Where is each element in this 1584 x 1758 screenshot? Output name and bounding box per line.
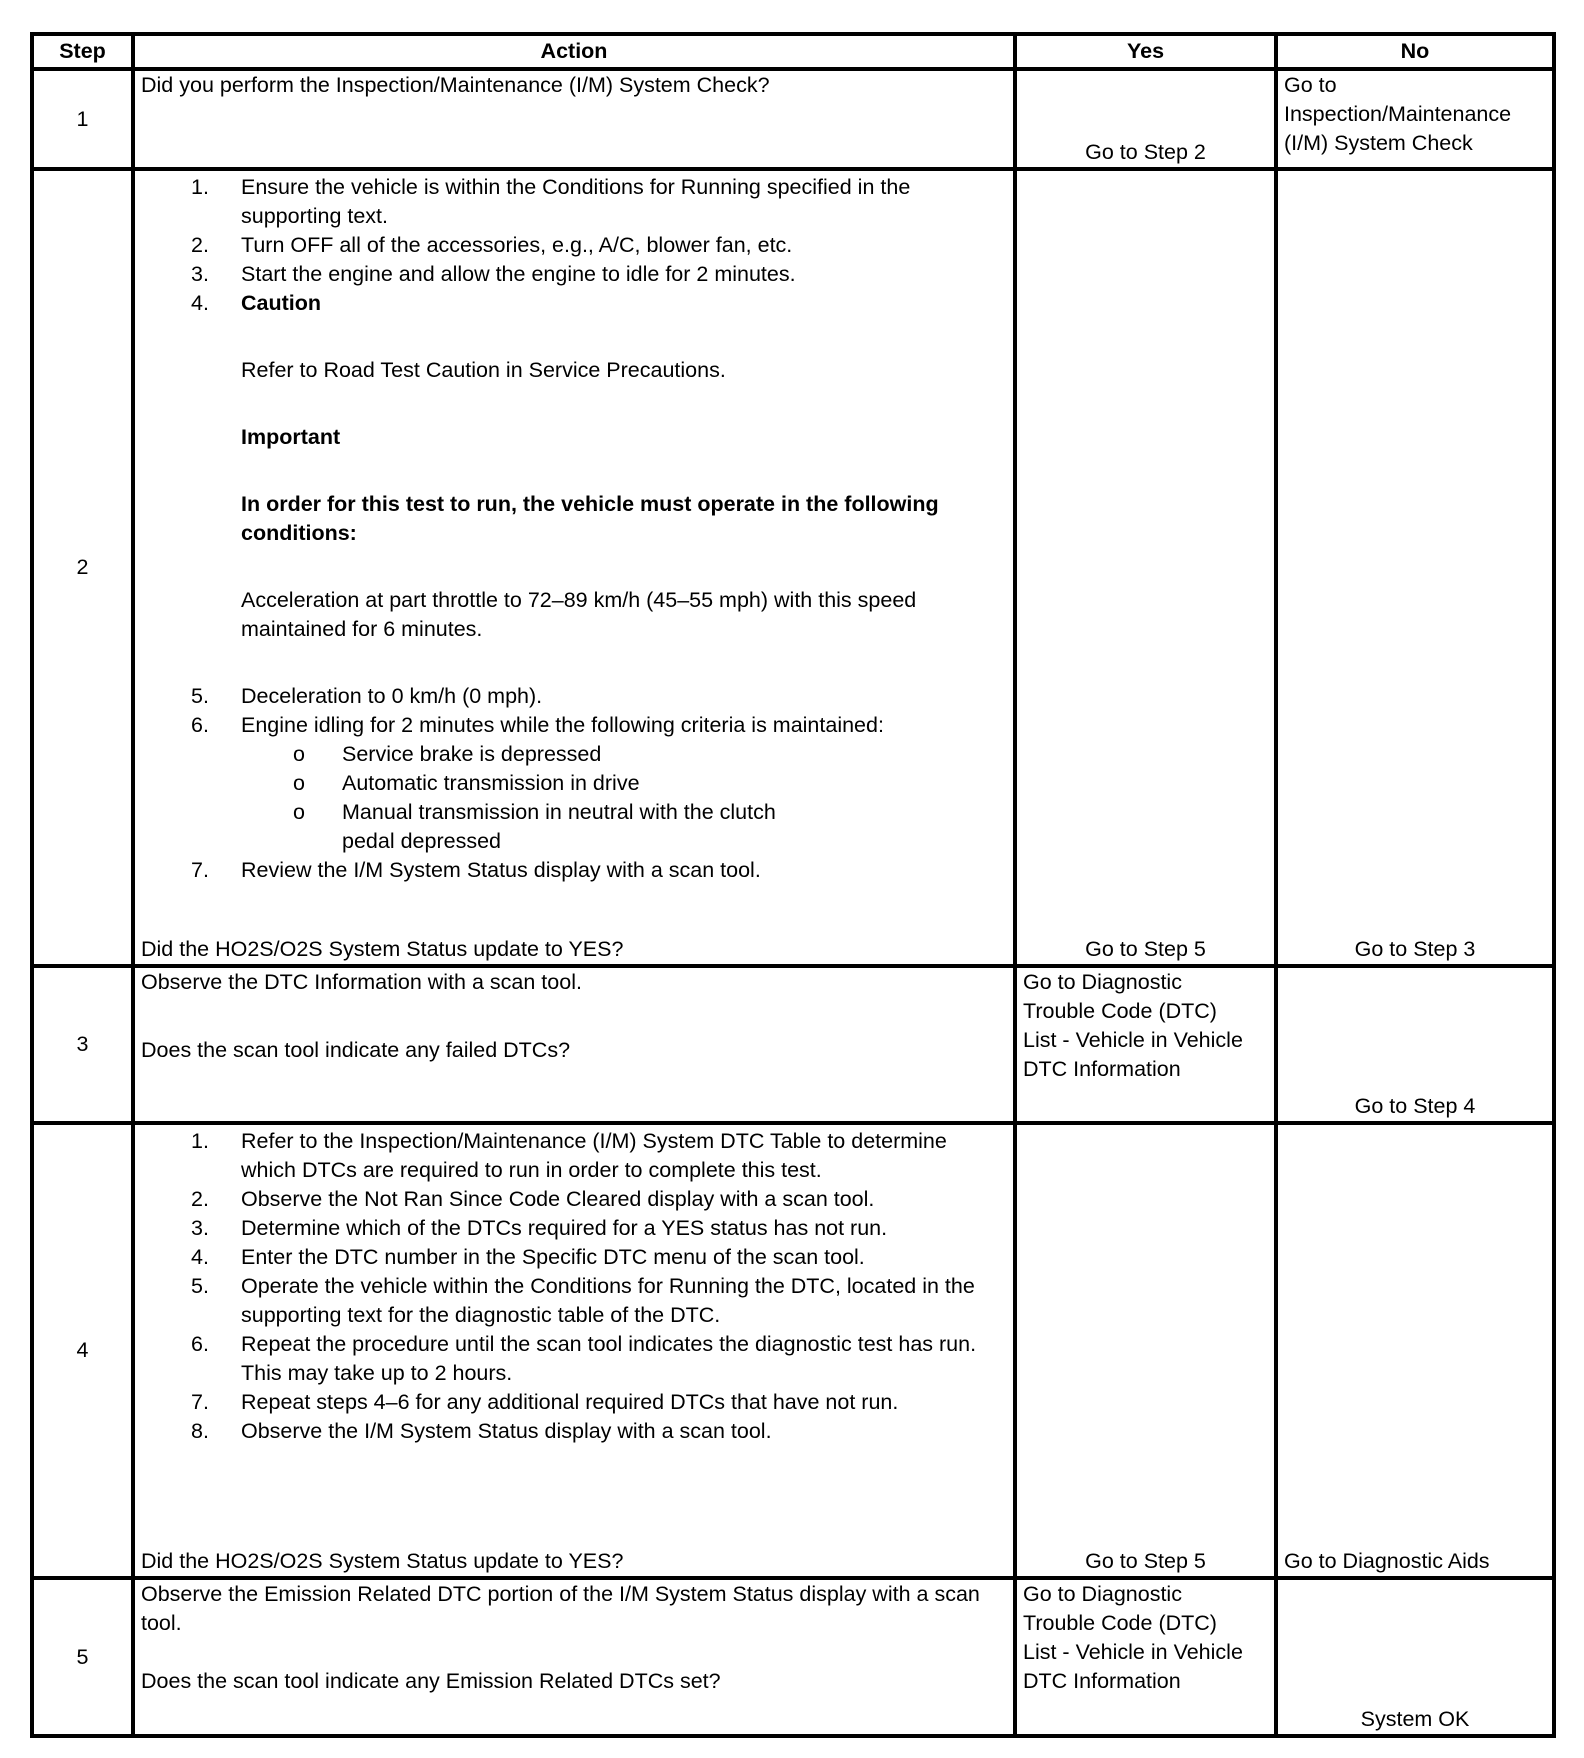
action-cell: [133, 1123, 1015, 1578]
action-question: Did the HO2S/O2S System Status update to YES?: [141, 937, 624, 961]
table-row: [32, 1578, 1554, 1736]
list-item: 3. Start the engine and allow the engine to idle for 2 minutes.: [191, 262, 796, 286]
diagnostic-table: [30, 32, 1556, 1738]
acceleration-text: Acceleration at part throttle to 72–89 km/h (45–55 mph) with this speed maintained for 6 minutes.: [241, 588, 917, 641]
list-item: 1. Refer to the Inspection/Maintenance (I/M) System DTC Table to determine which DTCs are required to run in order to complete this test.: [191, 1129, 947, 1182]
caution-label: Caution: [241, 291, 322, 315]
no-link[interactable]: Go to Step 3: [1276, 169, 1554, 966]
header-step: Step: [32, 34, 133, 69]
yes-link[interactable]: Go to Diagnostic Trouble Code (DTC) List - Vehicle in Vehicle DTC Information: [1015, 966, 1276, 1123]
action-text: Observe the DTC Information with a scan tool.: [141, 970, 582, 994]
table-row: [32, 69, 1554, 169]
action-list: [141, 1127, 1007, 1446]
list-item: 4. Caution Refer to Road Test Caution in Service Precautions. Important In order for this test to run, the vehicle must operate in the following conditions: Acceleration at part throttle to 72–89 km/h (45–55 mph) with this speed maintained for 6 minutes.: [141, 289, 1007, 644]
list-item: 7. Repeat steps 4–6 for any additional required DTCs that have not run.: [191, 1390, 899, 1414]
action-cell: [133, 966, 1015, 1123]
header-row: [32, 34, 1554, 69]
action-list: [141, 173, 1007, 885]
list-item: 8. Observe the I/M System Status display with a scan tool.: [191, 1419, 772, 1443]
list-item: 7. Review the I/M System Status display with a scan tool.: [191, 858, 761, 882]
list-item: 5. Operate the vehicle within the Conditions for Running the DTC, located in the supporting text for the diagnostic table of the DTC.: [191, 1274, 975, 1327]
yes-link[interactable]: Go to Step 2: [1015, 69, 1276, 169]
action-cell: [133, 169, 1015, 966]
header-yes: Yes: [1015, 34, 1276, 69]
table-row: [32, 966, 1554, 1123]
criteria-item: o Service brake is depressed: [293, 742, 602, 766]
no-link[interactable]: Go to Inspection/Maintenance (I/M) System Check: [1276, 69, 1554, 169]
list-item: 1. Ensure the vehicle is within the Conditions for Running specified in the supporting text.: [191, 175, 911, 228]
important-text: In order for this test to run, the vehicle must operate in the following conditions:: [241, 492, 939, 545]
list-item: 4. Enter the DTC number in the Specific DTC menu of the scan tool.: [191, 1245, 865, 1269]
no-link[interactable]: Go to Diagnostic Aids: [1276, 1123, 1554, 1578]
step-number: 3: [32, 966, 133, 1123]
list-item: 2. Turn OFF all of the accessories, e.g., A/C, blower fan, etc.: [191, 233, 793, 257]
step-number: 1: [32, 69, 133, 169]
no-link[interactable]: System OK: [1276, 1578, 1554, 1736]
caution-text: Refer to Road Test Caution in Service Precautions.: [241, 358, 726, 382]
criteria-item: o Manual transmission in neutral with the clutch pedal depressed: [293, 800, 776, 853]
action-text: Observe the Emission Related DTC portion of the I/M System Status display with a scan tool.: [141, 1582, 980, 1635]
no-link[interactable]: Go to Step 4: [1276, 966, 1554, 1123]
action-cell: [133, 1578, 1015, 1736]
yes-link[interactable]: Go to Diagnostic Trouble Code (DTC) List - Vehicle in Vehicle DTC Information: [1015, 1578, 1276, 1736]
step-number: 5: [32, 1578, 133, 1736]
step-number: 4: [32, 1123, 133, 1578]
action-question: Does the scan tool indicate any Emission Related DTCs set?: [141, 1669, 721, 1693]
criteria-list: [141, 740, 1007, 856]
step-number: 2: [32, 169, 133, 966]
list-item: 3. Determine which of the DTCs required for a YES status has not run.: [191, 1216, 888, 1240]
action-question: Did the HO2S/O2S System Status update to YES?: [141, 1549, 624, 1573]
list-item: 6. Repeat the procedure until the scan tool indicates the diagnostic test has run. This may take up to 2 hours.: [191, 1332, 977, 1385]
table-row: [32, 1123, 1554, 1578]
list-item: 6. Engine idling for 2 minutes while the following criteria is maintained: o Service brake is depressed o Automatic transmission in drive o Manual transmission in neutral with the clutch pedal depressed: [141, 711, 1007, 856]
criteria-item: o Automatic transmission in drive: [293, 771, 640, 795]
yes-link[interactable]: Go to Step 5: [1015, 169, 1276, 966]
yes-link[interactable]: Go to Step 5: [1015, 1123, 1276, 1578]
list-item: 5. Deceleration to 0 km/h (0 mph).: [191, 684, 543, 708]
list-item: 2. Observe the Not Ran Since Code Cleared display with a scan tool.: [191, 1187, 875, 1211]
table-row: [32, 169, 1554, 966]
header-action: Action: [133, 34, 1015, 69]
action-question: Does the scan tool indicate any failed DTCs?: [141, 1038, 571, 1062]
important-label: Important: [241, 425, 341, 449]
header-no: No: [1276, 34, 1554, 69]
action-text: Did you perform the Inspection/Maintenance (I/M) System Check?: [133, 69, 1015, 169]
